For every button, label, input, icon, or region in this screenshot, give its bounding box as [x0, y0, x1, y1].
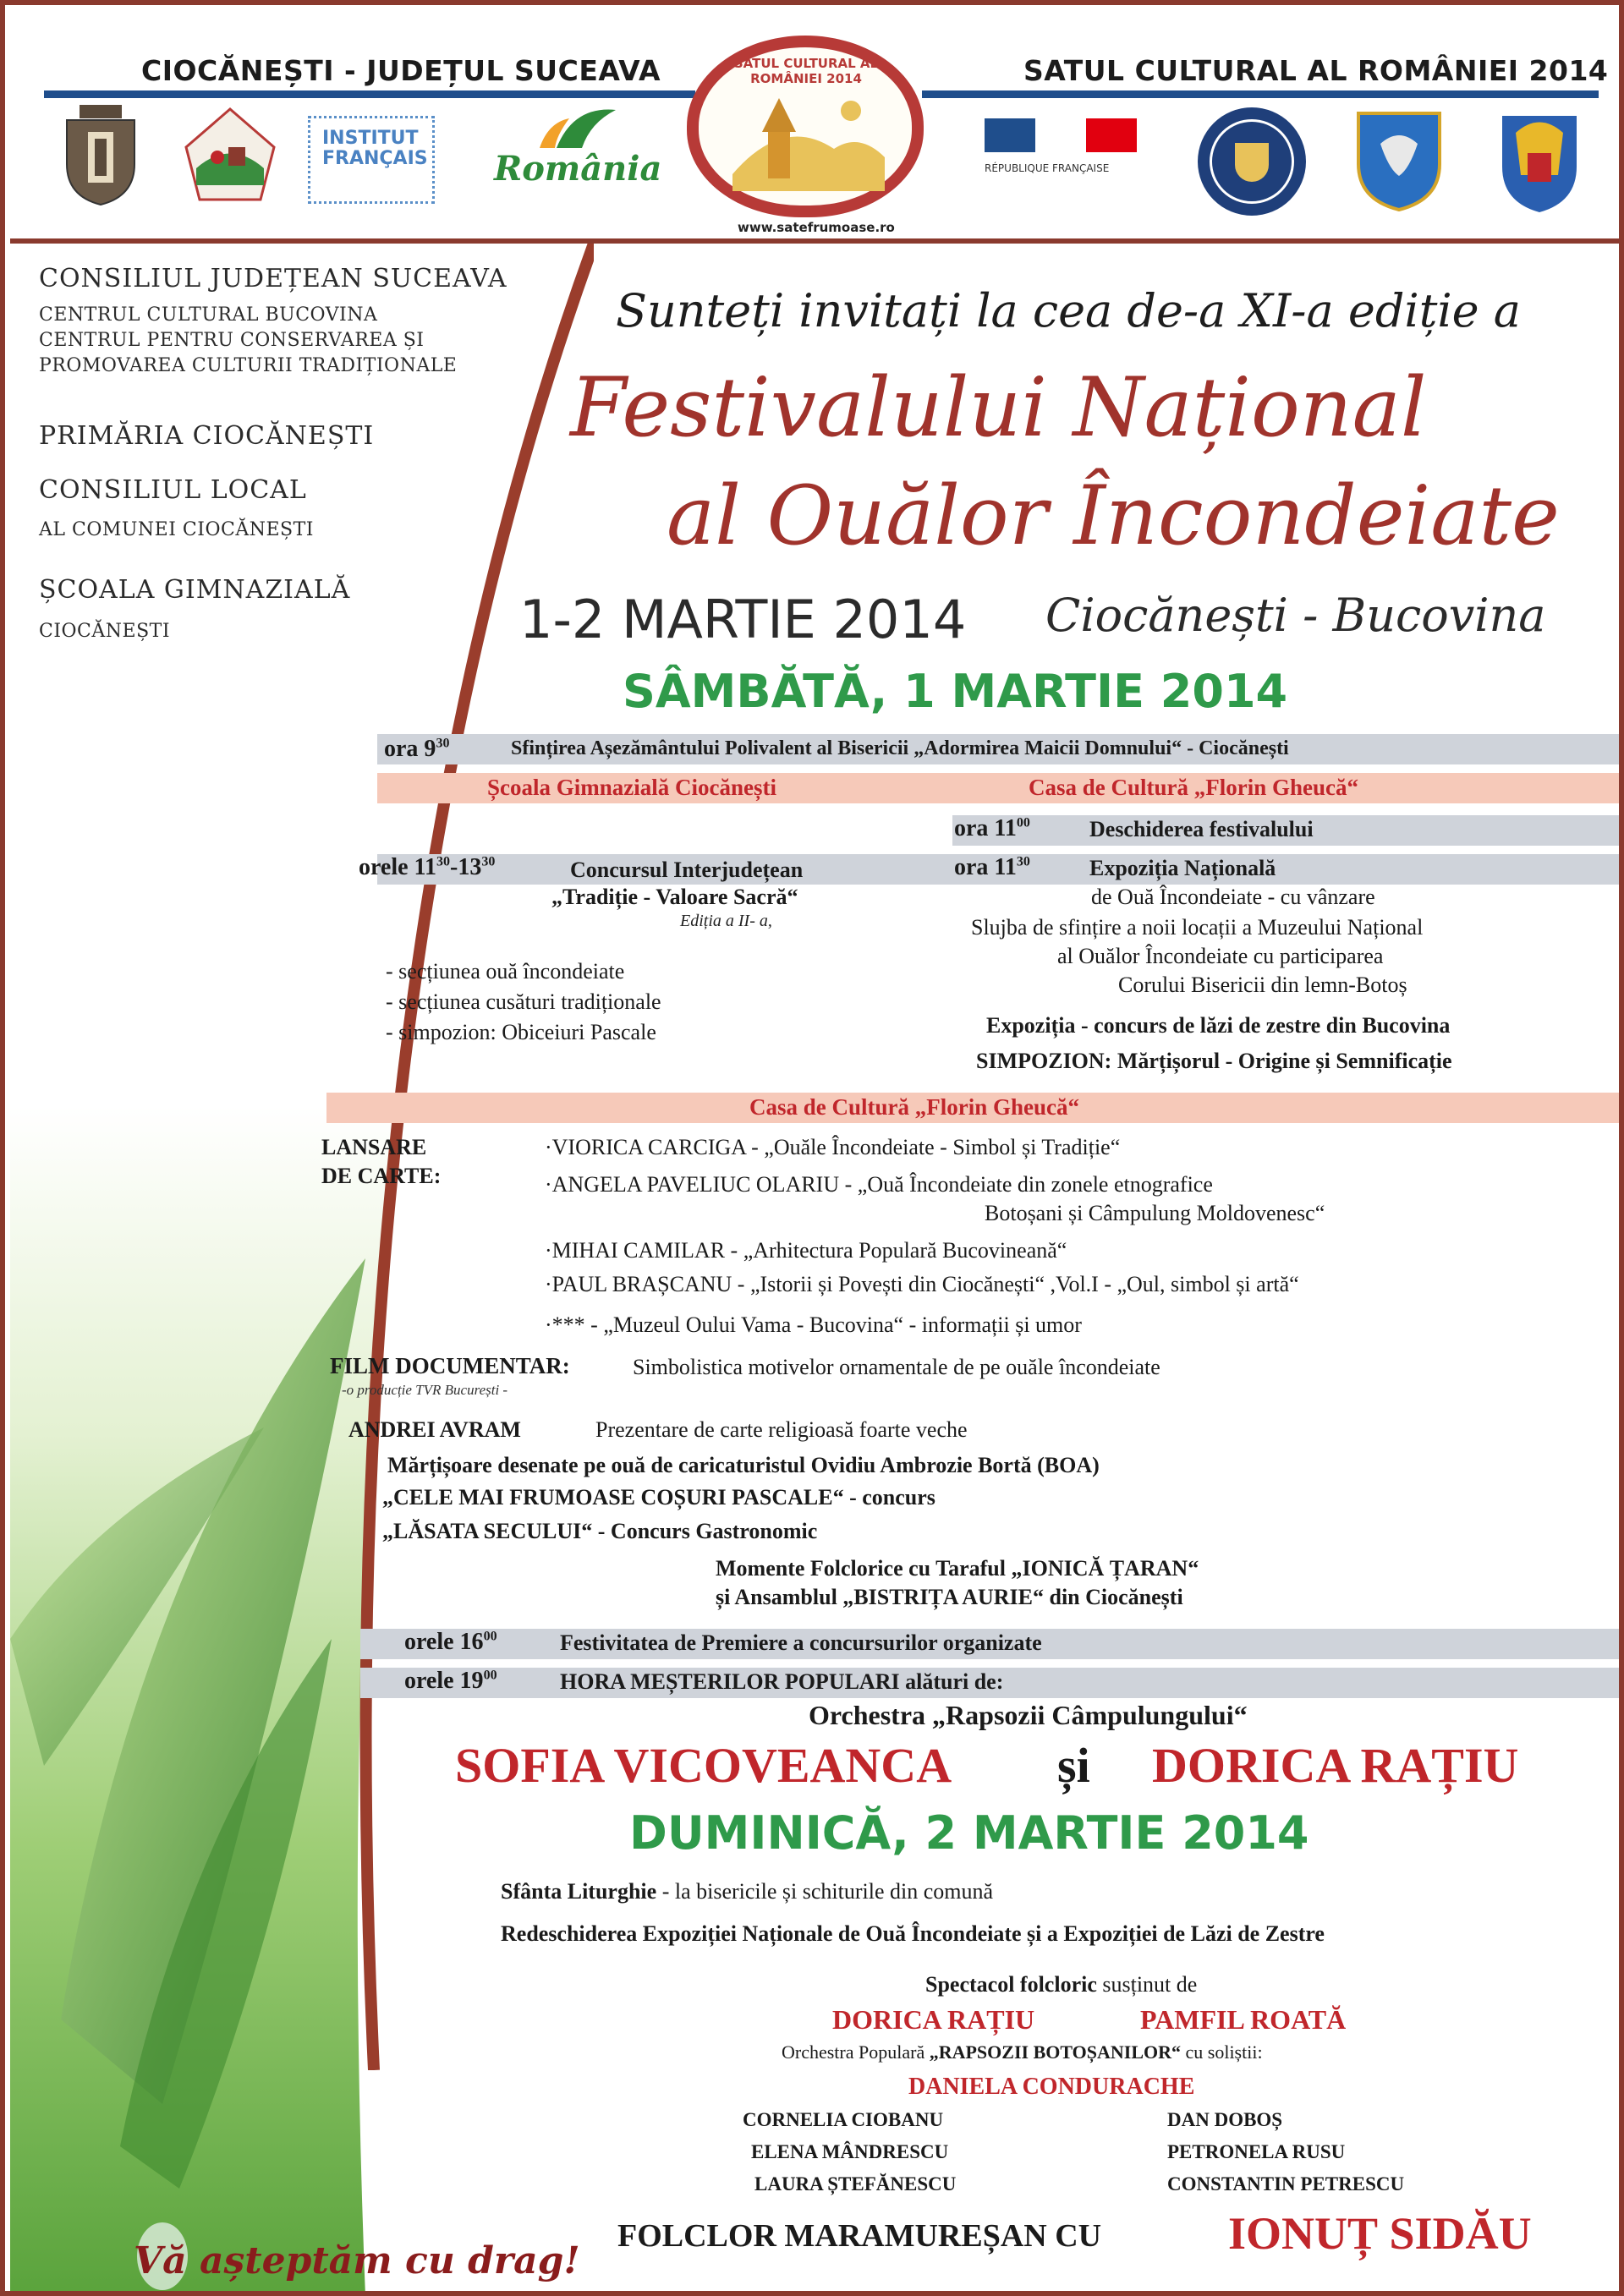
header-left-text: CIOCĂNEȘTI - JUDEȚUL SUCEAVA — [141, 54, 661, 87]
invitation-line: Sunteți invitați la cea de-a XI-a ediție a — [616, 284, 1521, 337]
lansare-label-2: DE CARTE: — [321, 1164, 442, 1188]
orchestra-botosani-name: „RAPSOZII BOTOȘANILOR“ — [929, 2041, 1181, 2063]
republique-francaise-text: RÉPUBLIQUE FRANÇAISE — [985, 162, 1110, 174]
liturghie-label: Sfânta Liturghie — [501, 1879, 657, 1904]
orele16-time — [404, 1629, 497, 1656]
orele1113-end-min: 30 — [481, 854, 496, 869]
book-muzeul-oului: ·*** - „Muzeul Oului Vama - Bucovina“ - informații și umor — [545, 1312, 1082, 1337]
expo-line-3: al Ouălor Încondeiate cu participarea — [1057, 944, 1384, 968]
romania-brand-logo — [489, 101, 662, 211]
left-column — [10, 244, 585, 2296]
org-consiliul-local: CONSILIUL LOCAL — [39, 475, 307, 505]
ciocanesti-coat-of-arms-logo — [63, 105, 139, 211]
orele19-minutes: 00 — [483, 1668, 497, 1683]
institut-francais-logo — [308, 116, 435, 204]
book-carciga: ·VIORICA CARCIGA - „Ouăle Încondeiate - Simbol și Tradiție“ — [545, 1135, 1121, 1159]
liturghie-text: - la bisericile și schiturile din comună — [656, 1879, 994, 1904]
ora9-minutes: 30 — [436, 736, 450, 751]
festival-title-line-2: al Ouălor Încondeiate — [667, 469, 1560, 563]
day1-heading: SÂMBĂTĂ, 1 MARTIE 2014 — [623, 665, 1288, 718]
org-consiliul-judetean: CONSILIUL JUDEȚEAN SUCEAVA — [39, 264, 508, 293]
concurs-edition: Ediția a II- a, — [680, 912, 772, 930]
seal-arc-text: SATUL CULTURAL AL ROMÂNIEI 2014 — [733, 56, 879, 86]
romania-government-seal-logo — [1198, 107, 1306, 216]
section-oua: - secțiunea ouă încondeiate — [386, 959, 625, 984]
ora11-event: Deschiderea festivalului — [1089, 817, 1314, 841]
orele16-hour: orele 16 — [404, 1629, 484, 1655]
festival-title-line-1: Festivalului Național — [570, 360, 1427, 455]
soloist-laura: LAURA ȘTEFĂNESCU — [754, 2173, 957, 2195]
book-paveliuc-cont: Botoșani și Câmpulung Moldovenesc“ — [985, 1201, 1325, 1225]
soloist-daniela: DANIELA CONDURACHE — [908, 2074, 1195, 2100]
orchestra-botosani-prefix: Orchestra Populară — [782, 2041, 930, 2063]
closing-message: Vă așteptăm cu drag! — [134, 2239, 580, 2282]
org-scoala: ȘCOALA GIMNAZIALĂ — [39, 575, 351, 605]
ora1130-hour: ora 11 — [954, 854, 1017, 880]
orele16-event: Festivitatea de Premiere a concursurilor organizate — [560, 1630, 1042, 1655]
soloist-constantin: CONSTANTIN PETRESCU — [1167, 2173, 1405, 2195]
soloist-elena: ELENA MÂNDRESCU — [751, 2141, 949, 2162]
ora1130-time — [954, 854, 1030, 881]
orele19-event: HORA MEȘTERILOR POPULARI alături de: — [560, 1669, 1004, 1694]
soloist-petronela: PETRONELA RUSU — [1167, 2141, 1346, 2162]
cosuri-line: „CELE MAI FRUMOASE COȘURI PASCALE“ - concurs — [382, 1485, 935, 1510]
expo-line-2: Slujba de sfințire a noii locații a Muzeului Național — [971, 915, 1424, 940]
venue-casa-cultura-2: Casa de Cultură „Florin Gheucă“ — [749, 1094, 1080, 1120]
orele1113-start: orele 11 — [359, 854, 437, 880]
ora11-minutes: 00 — [1016, 815, 1030, 830]
artist-dorica: DORICA RAȚIU — [1152, 1738, 1519, 1793]
artist-ionut: IONUȚ SIDĂU — [1228, 2208, 1532, 2259]
orchestra-botosani-line — [782, 2041, 1263, 2063]
spectacol-label: Spectacol folcloric — [925, 1972, 1097, 1997]
expo-lazi: Expoziția - concurs de lăzi de zestre din Bucovina — [986, 1013, 1451, 1038]
header-rule-right — [922, 90, 1599, 98]
avram-name: ANDREI AVRAM — [348, 1417, 521, 1442]
spectacol-text: susținut de — [1096, 1972, 1198, 1997]
soloist-cornelia: CORNELIA CIOBANU — [743, 2109, 944, 2130]
ora9-time — [384, 736, 449, 763]
ora1130-minutes: 30 — [1016, 854, 1030, 869]
festival-place: Ciocănești - Bucovina — [1045, 589, 1546, 642]
martisoare-line: Mărțișoare desenate pe ouă de caricaturistul Ovidiu Ambrozie Bortă (BOA) — [387, 1453, 1100, 1477]
day2-artist-pamfil: PAMFIL ROATĂ — [1140, 2004, 1347, 2035]
orchestra-rapsozii: Orchestra „Rapsozii Câmpulungului“ — [809, 1700, 1248, 1730]
book-brascanu: ·PAUL BRAȘCANU - „Istorii și Povești din Ciocănești“ ,Vol.I - „Oul, simbol și artă“ — [545, 1272, 1299, 1296]
spectacol-line — [925, 1972, 1197, 1997]
expo-line-4: Corului Bisericii din lemn-Botoș — [1118, 973, 1407, 997]
film-credit: -o producție TVR București - — [342, 1382, 508, 1398]
ora11-hour: ora 11 — [954, 815, 1017, 841]
ora9-event: Sfințirea Așezământului Polivalent al Bisericii „Adormirea Maicii Domnului“ - Ciocănești — [511, 737, 1289, 759]
org-centrul-conservare-2: PROMOVAREA CULTURII TRADIȚIONALE — [39, 355, 458, 376]
poster-header — [10, 10, 1624, 244]
orele1113-end: -13 — [450, 854, 482, 880]
header-rule-left — [44, 90, 695, 98]
avram-text: Prezentare de carte religioasă foarte veche — [595, 1417, 968, 1442]
suceava-county-coat-of-arms-logo — [1355, 110, 1443, 216]
momente-line-1: Momente Folclorice cu Taraful „IONICĂ ȚARAN“ — [716, 1556, 1199, 1581]
header-right-text: SATUL CULTURAL AL ROMÂNIEI 2014 — [1023, 54, 1609, 87]
simpozion-martisor: SIMPOZION: Mărțișorul - Origine și Semnificație — [976, 1049, 1452, 1073]
lansare-label-1: LANSARE — [321, 1135, 427, 1159]
expo-line-1: de Ouă Încondeiate - cu vânzare — [1091, 885, 1375, 909]
soloist-dan: DAN DOBOȘ — [1167, 2109, 1283, 2130]
folclor-maramuresan: FOLCLOR MARAMUREȘAN CU — [617, 2218, 1102, 2254]
ora11-time — [954, 815, 1030, 842]
liturghie-line — [501, 1879, 993, 1904]
org-scoala-sub: CIOCĂNEȘTI — [39, 621, 171, 642]
republique-francaise-logo — [985, 118, 1140, 203]
org-centrul-cultural: CENTRUL CULTURAL BUCOVINA — [39, 304, 378, 326]
momente-line-2: și Ansamblul „BISTRIȚA AURIE“ din Ciocănești — [716, 1585, 1183, 1609]
orele1113-start-min: 30 — [436, 854, 451, 869]
org-centrul-conservare-1: CENTRUL PENTRU CONSERVAREA ȘI — [39, 330, 425, 351]
book-camilar: ·MIHAI CAMILAR - „Arhitectura Populară Bucovineană“ — [545, 1238, 1067, 1263]
org-primaria: PRIMĂRIA CIOCĂNEȘTI — [39, 421, 375, 451]
romania-coat-of-arms-logo — [1499, 107, 1580, 218]
concurs-title: Concursul Interjudețean — [570, 858, 804, 882]
book-paveliuc: ·ANGELA PAVELIUC OLARIU - „Ouă Încondeiate din zonele etnografice — [545, 1172, 1213, 1197]
lasata-line: „LĂSATA SECULUI“ - Concurs Gastronomic — [382, 1519, 818, 1543]
institut-francais-text: INSTITUT FRANÇAIS — [322, 128, 428, 169]
seal-url-text: www.satefrumoase.ro — [738, 220, 895, 235]
day2-artist-dorica: DORICA RAȚIU — [832, 2004, 1035, 2035]
orchestra-botosani-suffix: cu soliștii: — [1181, 2041, 1263, 2063]
ora9-hour: ora 9 — [384, 736, 436, 762]
day2-heading: DUMINICĂ, 2 MARTIE 2014 — [629, 1806, 1309, 1860]
concurs-name: „Tradiție - Valoare Sacră“ — [551, 885, 798, 909]
sate-frumoase-logo — [179, 105, 281, 211]
romania-brand-text: România — [494, 149, 662, 189]
section-simpozion: - simpozion: Obiceiuri Pascale — [386, 1020, 656, 1044]
artist-si: și — [1057, 1738, 1090, 1793]
org-consiliul-local-sub: AL COMUNEI CIOCĂNEȘTI — [39, 519, 314, 540]
venue-casa-cultura: Casa de Cultură „Florin Gheucă“ — [1029, 775, 1359, 800]
film-title: Simbolistica motivelor ornamentale de pe ouăle încondeiate — [633, 1355, 1160, 1379]
section-cusaturi: - secțiunea cusături tradiționale — [386, 989, 661, 1014]
orele19-hour: orele 19 — [404, 1668, 484, 1694]
satul-cultural-seal — [687, 36, 924, 217]
film-label: FILM DOCUMENTAR: — [330, 1353, 570, 1378]
orele16-minutes: 00 — [483, 1629, 497, 1644]
artist-sofia: SOFIA VICOVEANCA — [455, 1738, 952, 1793]
orele1113-time — [359, 854, 495, 881]
venue-school: Școala Gimnazială Ciocănești — [487, 775, 776, 800]
festival-dates: 1-2 MARTIE 2014 — [519, 589, 967, 650]
orele19-time — [404, 1668, 497, 1695]
ora1130-event: Expoziția Națională — [1089, 856, 1276, 880]
decorative-curve-band — [10, 244, 594, 2070]
redeschiderea-line: Redeschiderea Expoziției Naționale de Ouă Încondeiate și a Expoziției de Lăzi de Zestre — [501, 1921, 1325, 1946]
